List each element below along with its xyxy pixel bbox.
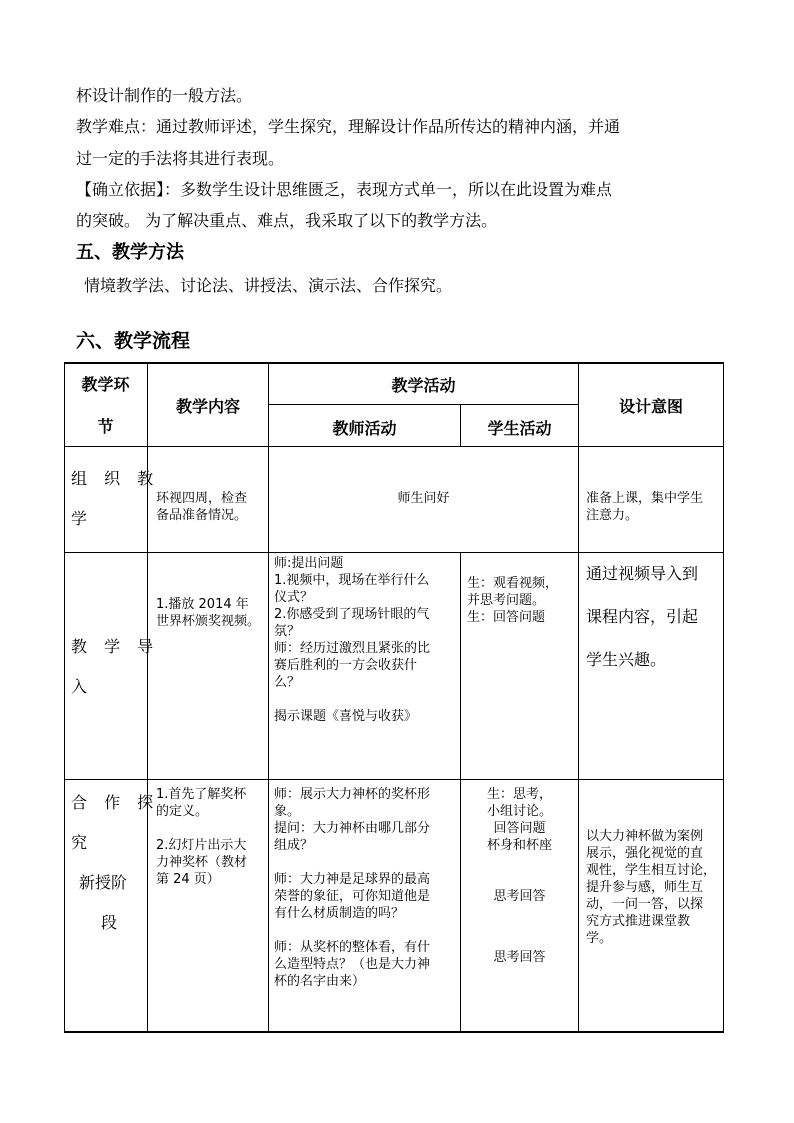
row2-teacher-activity (274, 555, 430, 725)
header-stage-line1: 教学环 (81, 375, 130, 394)
row3-content-line: 2.幻灯片出示大 (156, 838, 247, 853)
row1-teacher-line: 师生问好 (397, 491, 450, 506)
row2-student-line: 生：回答问题 (467, 610, 546, 625)
basis-line-1: 【确立依据】：多数学生设计思维匮乏，表现方式单一，所以在此设置为难点 (76, 180, 613, 199)
row2-teacher-line: 揭示课题《喜悦与收获》 (274, 709, 418, 724)
section5-content: 情境教学法、讨论法、讲授法、演示法、合作探究。 (84, 276, 453, 295)
header-content: 教学内容 (175, 397, 240, 416)
row2-student-activity (467, 575, 558, 626)
row3-teacher-line: 师：展示大力神杯的奖杯形 (274, 787, 431, 802)
row3-teacher-line: 有什么材质制造的吗？ (274, 906, 405, 921)
row1-stage (71, 468, 159, 530)
header-stage-line2: 节 (97, 417, 114, 436)
row3-teacher-line: 象。 (274, 804, 301, 819)
row1-intent (586, 490, 703, 524)
row2-intent-line: 学生兴趣。 (586, 650, 667, 669)
row3-stage-line: 合 作 探 (71, 793, 160, 812)
difficulty-line-2: 过一定的手法将其进行表现。 (76, 149, 285, 168)
row1-content-line: 环视四周，检查 (156, 491, 248, 506)
row2-content (156, 596, 260, 630)
row3-teacher-line (274, 854, 430, 871)
row1-intent-line: 注意力。 (586, 508, 639, 523)
header-design-intent: 设计意图 (618, 397, 683, 416)
row3-content-line: 的定义。 (156, 804, 209, 819)
row2-teacher-line (274, 691, 430, 708)
row3-intent-line: 学。 (586, 931, 613, 946)
row3-content (156, 786, 247, 888)
header-student-activity: 学生活动 (487, 419, 552, 438)
row3-teacher-line: 荣誉的象征，可你知道他是 (274, 889, 431, 904)
row2-teacher-line: 赛后胜利的一方会收获什 (274, 658, 418, 673)
row3-student-line: 小组讨论。 (486, 804, 552, 819)
row3-content-line: 力神奖杯（教材 (156, 855, 248, 870)
row1-teacher-activity (269, 490, 578, 507)
row3-intent-line: 展示，强化视觉的直 (586, 846, 704, 861)
row2-stage-line: 教 学 导 (71, 637, 160, 656)
row3-content-line (156, 820, 247, 837)
row3-content-line: 第 24 页） (156, 872, 220, 887)
row1-content (156, 490, 247, 524)
row2-teacher-line: 仪式？ (274, 590, 314, 605)
row3-teacher-line: 杯的名字由来） (274, 974, 366, 989)
row3-teacher-line: 师：从奖杯的整体看，有什 (274, 940, 431, 955)
row3-student-line: 杯身和杯座 (486, 838, 552, 853)
section5-heading: 五、教学方法 (76, 242, 184, 263)
row3-teacher-line: 提问：大力神杯由哪几部分 (274, 821, 431, 836)
basis-line-2: 的突破。 为了解决重点、难点，我采取了以下的教学方法。 (76, 211, 498, 230)
row3-intent-line: 动，一问一答，以探 (586, 897, 704, 912)
row1-stage-line: 学 (71, 509, 94, 528)
row2-student-line: 生：观看视频， (467, 576, 559, 591)
row2-teacher-line: 氛？ (274, 624, 301, 639)
difficulty-line-1: 教学难点：通过教师评述，学生探究，理解设计作品所传达的精神内涵，并通 (76, 117, 621, 136)
row1-content-line: 备品准备情况。 (156, 508, 248, 523)
row2-teacher-line: 1.视频中，现场在举行什么 (274, 573, 430, 588)
row3-intent-line: 究方式推进课堂教 (586, 914, 691, 929)
row3-student-line: 思考回答 (493, 950, 546, 965)
row3-intent (586, 828, 716, 947)
row1-intent-line: 准备上课，集中学生 (586, 491, 704, 506)
row3-intent-line: 以大力神杯做为案例 (586, 829, 704, 844)
row2-stage-line: 入 (71, 677, 94, 696)
row3-intent-line: 提升参与感，师生互 (586, 880, 704, 895)
row1-stage-line: 组 织 教 (71, 469, 160, 488)
row2-content-line: 1.播放 2014 年 (156, 597, 249, 612)
row3-student-activity (461, 786, 578, 966)
row3-teacher-line: 么造型特点？（也是大力神 (274, 957, 431, 972)
row3-teacher-line (274, 922, 430, 939)
row3-teacher-activity (274, 786, 430, 990)
row3-intent-line: 观性，学生相互讨论， (586, 863, 717, 878)
intro-line: 杯设计制作的一般方法。 (76, 86, 253, 105)
row2-teacher-line: 师：经历过激烈且紧张的比 (274, 641, 431, 656)
header-teacher-activity: 教师活动 (332, 419, 397, 438)
row3-student-line: 生：思考， (486, 787, 552, 802)
row3-student-line: 回答问题 (493, 821, 546, 836)
row2-teacher-line: 师:提出问题 (274, 556, 344, 571)
row3-stage-line: 究 (71, 833, 94, 852)
row2-intent (586, 552, 698, 681)
row2-student-line: 并思考问题。 (467, 593, 546, 608)
section6-heading: 六、教学流程 (76, 330, 191, 352)
row3-teacher-line: 组成？ (274, 838, 314, 853)
row2-teacher-line: 2.你感受到了现场针眼的气 (274, 607, 430, 622)
row3-student-line: 思考回答 (493, 889, 546, 904)
row3-stage-line: 新授阶 (79, 873, 128, 892)
row2-intent-line: 通过视频导入到 (586, 564, 699, 583)
row2-stage (71, 636, 159, 698)
row3-content-line: 1.首先了解奖杯 (156, 787, 247, 802)
row3-teacher-line: 师：大力神是足球界的最高 (274, 872, 431, 887)
row2-intent-line: 课程内容，引起 (586, 607, 699, 626)
row3-stage-line: 段 (101, 913, 124, 932)
row3-stage (71, 792, 159, 934)
row2-teacher-line: 么？ (274, 675, 301, 690)
header-activity: 教学活动 (391, 376, 456, 395)
teaching-flow-table (64, 362, 724, 1032)
row2-content-line: 世界杯颁奖视频。 (156, 614, 261, 629)
